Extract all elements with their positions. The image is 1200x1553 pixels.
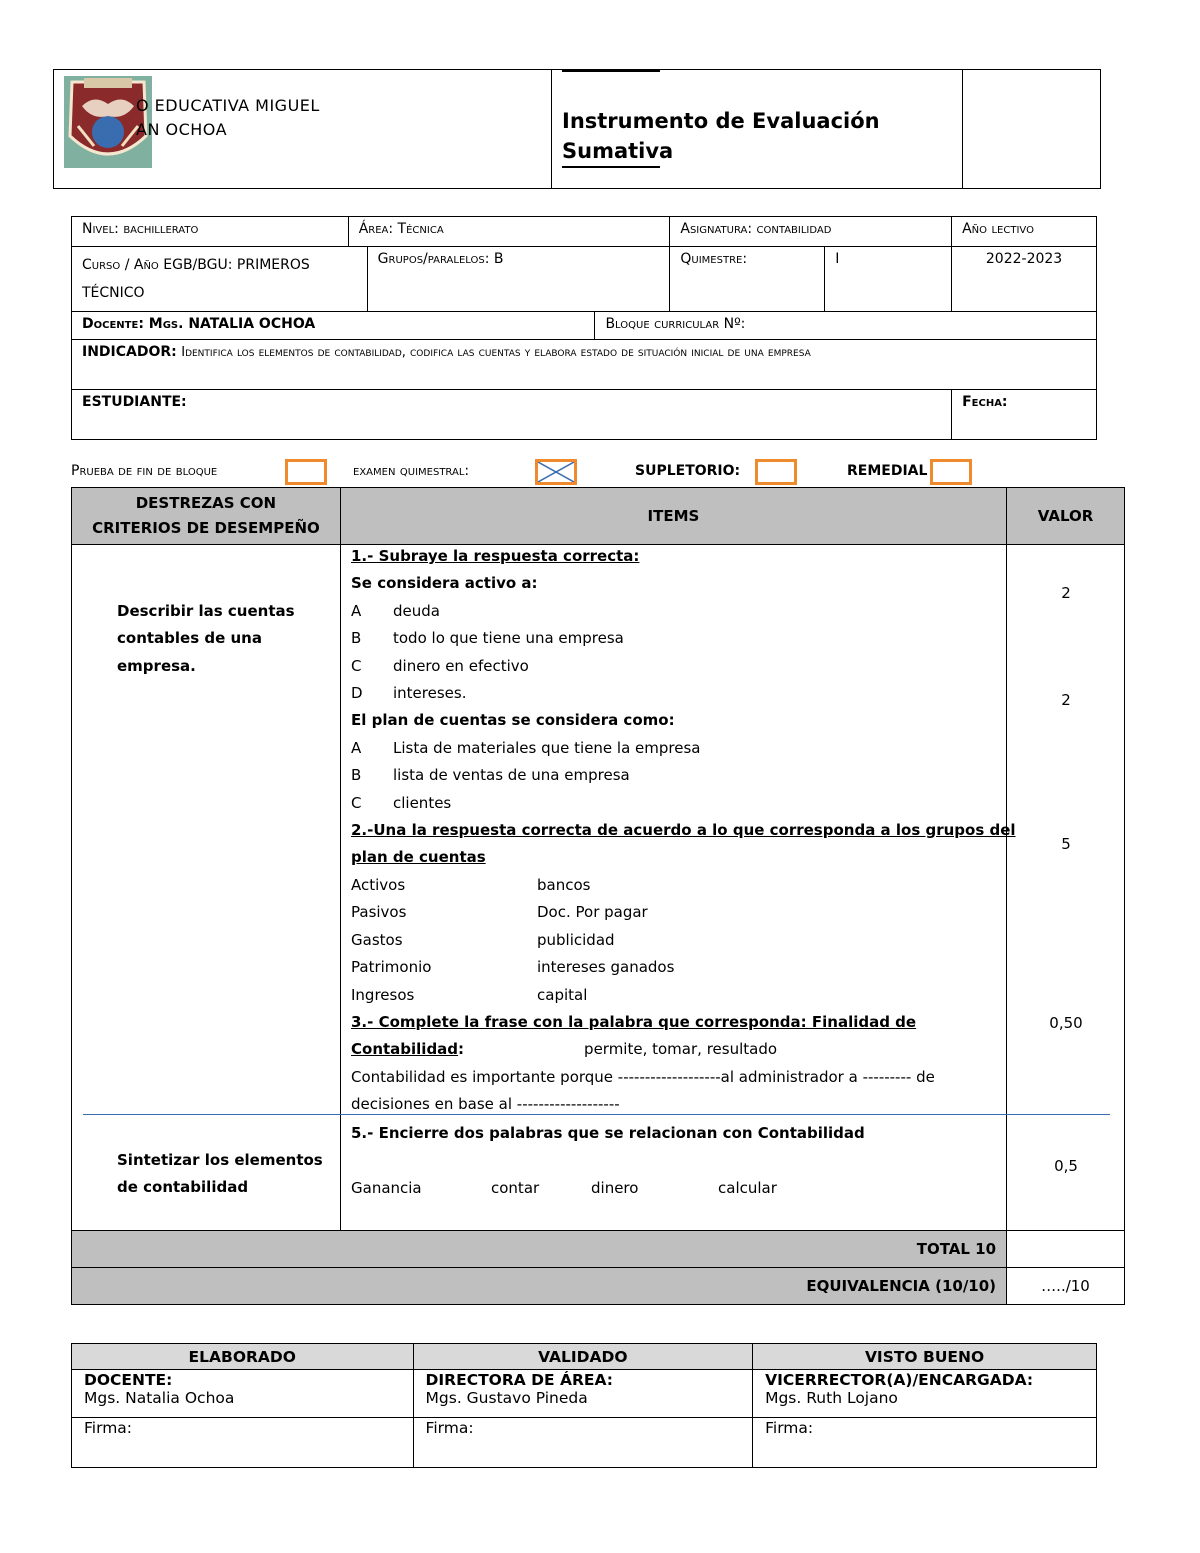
option-letter: B [351,629,362,648]
value-q5: 0,5 [1054,1157,1078,1175]
indicador-label: INDICADOR: [82,344,177,360]
firma-field[interactable]: Firma: [753,1418,1097,1468]
option-text: clientes [393,793,452,812]
q2-left[interactable]: Gastos [351,930,403,949]
anio-lectivo-label: Año lectivo [952,217,1097,247]
q2-pair [351,982,1016,1009]
q5-word[interactable]: contar [491,1179,540,1197]
firma-field[interactable]: Firma: [413,1418,753,1468]
q1-title: 1.- Subraye la respuesta correcta: [351,547,640,565]
q3-colon: : [458,1040,465,1059]
q5-words [351,1175,777,1202]
option-text: deuda [393,601,440,620]
sign-role: VICERRECTOR(A)/ENCARGADA: [765,1371,1034,1389]
value-q1a: 2 [1061,584,1071,602]
document-title [562,106,880,166]
title-line2: Sumativa [562,139,674,163]
sign-directora-cell [413,1370,753,1418]
total-label: TOTAL 10 [72,1231,1007,1268]
prueba-checkbox[interactable] [285,459,327,485]
sign-name: Mgs. Ruth Lojano [765,1389,898,1407]
q2-left[interactable]: Ingresos [351,985,415,1004]
sign-role: DOCENTE: [84,1371,173,1389]
q3-title-row [351,1036,1016,1063]
curso-label: Curso / Año EGB/BGU: [82,257,233,273]
indicador-cell [72,340,1097,390]
header-destrezas: DESTREZAS CON CRITERIOS DE DESEMPEÑO [72,488,341,545]
document-header [53,69,1101,189]
checked-x-icon [538,462,574,482]
q5-word[interactable]: dinero [591,1179,639,1197]
q1a-option[interactable] [351,598,1016,625]
docente-cell: Docente: Mgs. NATALIA OCHOA [72,312,595,340]
q1a-option[interactable] [351,680,1016,707]
q3-title-line1: 3.- Complete la frase con la palabra que corresponda: Finalidad de [351,1012,917,1031]
area-cell: Área: Técnica [348,217,670,247]
header-valor: VALOR [1007,488,1125,545]
q1a-title: Se considera activo a: [351,574,538,593]
option-text: Lista de materiales que tiene la empresa [393,738,701,757]
valor-cell [1007,545,1125,1231]
option-letter: D [351,684,363,703]
sign-name: Mgs. Gustavo Pineda [425,1389,588,1407]
value-q1b: 2 [1061,691,1071,709]
nivel-cell: Nivel: bachillerato [72,217,349,247]
course-info-table [71,216,1097,440]
sign-header-visto-bueno: VISTO BUENO [753,1344,1097,1370]
header-blank-cell [962,70,964,188]
title-top-rule [562,70,660,72]
q1a-option[interactable] [351,653,1016,680]
option-text: todo lo que tiene una empresa [393,629,624,648]
q1a-option[interactable] [351,625,1016,652]
school-name-line2: AN OCHOA [136,120,228,139]
firma-field[interactable]: Firma: [72,1418,414,1468]
estudiante-field[interactable]: ESTUDIANTE: [72,390,952,440]
quimestre-value: I [825,247,952,312]
q5-word[interactable]: Ganancia [351,1179,422,1197]
q2-title-line2: plan de cuentas [351,848,486,867]
equivalencia-label: EQUIVALENCIA (10/10) [72,1268,1007,1305]
indicador-text: Identifica los elementos de contabilidad, codifica las cuentas y elabora estado de situación inicial de una empresa [181,345,811,360]
option-letter: A [351,601,362,620]
school-name-line1: O EDUCATIVA MIGUEL [136,96,320,115]
sign-header-elaborado: ELABORADO [72,1344,414,1370]
school-cell [54,70,552,188]
q2-title-line1: 2.-Una la respuesta correcta de acuerdo a lo que corresponda a los grupos del [351,821,1016,840]
q2-pair [351,927,1016,954]
fecha-field[interactable]: Fecha: [952,390,1097,440]
sign-vicerrector-cell [753,1370,1097,1418]
header-items: ITEMS [340,488,1006,545]
q2-right[interactable]: Doc. Por pagar [537,903,648,922]
anio-lectivo-value: 2022-2023 [952,247,1097,312]
q5-title: 5.- Encierre dos palabras que se relacionan con Contabilidad [351,1124,865,1142]
prueba-label: Prueba de fin de bloque [71,463,218,479]
sign-docente-cell [72,1370,414,1418]
q1b-option[interactable] [351,790,1016,817]
q2-left[interactable]: Pasivos [351,903,407,922]
equivalencia-value[interactable]: …../10 [1007,1268,1125,1305]
school-name [136,94,320,142]
q2-pair [351,872,1016,899]
q2-right[interactable]: intereses ganados [537,958,675,977]
option-letter: C [351,656,362,675]
q2-right[interactable]: bancos [537,875,591,894]
grupos-cell: Grupos/paralelos: B [367,247,670,312]
option-text: lista de ventas de una empresa [393,766,630,785]
quimestre-label: Quimestre: [670,247,825,312]
supletorio-checkbox[interactable] [755,459,797,485]
examen-checkbox[interactable] [535,459,577,485]
q3-sentence-line1[interactable]: Contabilidad es importante porque -------------------al administrador a --------- de [351,1067,935,1086]
curso-value: PRIMEROS TÉCNICO [82,257,310,301]
q3-words: permite, tomar, resultado [584,1040,778,1059]
value-q3: 0,50 [1049,1014,1083,1032]
q1b-option[interactable] [351,735,1016,762]
q5-word[interactable]: calcular [718,1179,777,1197]
q2-pair [351,899,1016,926]
title-line1: Instrumento de Evaluación [562,109,880,133]
q3-title-line2: Contabilidad [351,1040,459,1059]
sign-role: DIRECTORA DE ÁREA: [425,1371,613,1389]
destreza-2: Sintetizar los elementos de contabilidad [117,1151,323,1197]
option-letter: C [351,793,362,812]
q2-left[interactable]: Activos [351,875,406,894]
signatures-table [71,1343,1097,1468]
bloque-cell: Bloque curricular Nº: [595,312,1097,340]
sign-name: Mgs. Natalia Ochoa [84,1389,235,1407]
destreza-1: Describir las cuentas contables de una empresa. [117,602,295,675]
q2-pair [351,954,1016,981]
option-text: dinero en efectivo [393,656,529,675]
q1b-title: El plan de cuentas se considera como: [351,711,675,730]
supletorio-label: SUPLETORIO: [635,463,741,479]
examen-label: examen quimestral: [353,463,470,479]
curso-cell [72,247,368,312]
title-bottom-rule [562,166,660,168]
value-q2: 5 [1061,835,1071,853]
remedial-label: REMEDIAL [847,463,928,479]
option-letter: A [351,738,362,757]
option-letter: B [351,766,362,785]
q2-right[interactable]: capital [537,985,588,1004]
q2-right[interactable]: publicidad [537,930,615,949]
total-value [1007,1231,1125,1268]
sign-header-validado: VALIDADO [413,1344,753,1370]
q3-sentence-line2[interactable]: decisiones en base al ------------------- [351,1095,620,1114]
remedial-checkbox[interactable] [930,459,972,485]
items-content [351,543,1016,1119]
q2-left[interactable]: Patrimonio [351,958,432,977]
option-text: intereses. [393,684,467,703]
asignatura-cell: Asignatura: contabilidad [670,217,952,247]
q1b-option[interactable] [351,762,1016,789]
